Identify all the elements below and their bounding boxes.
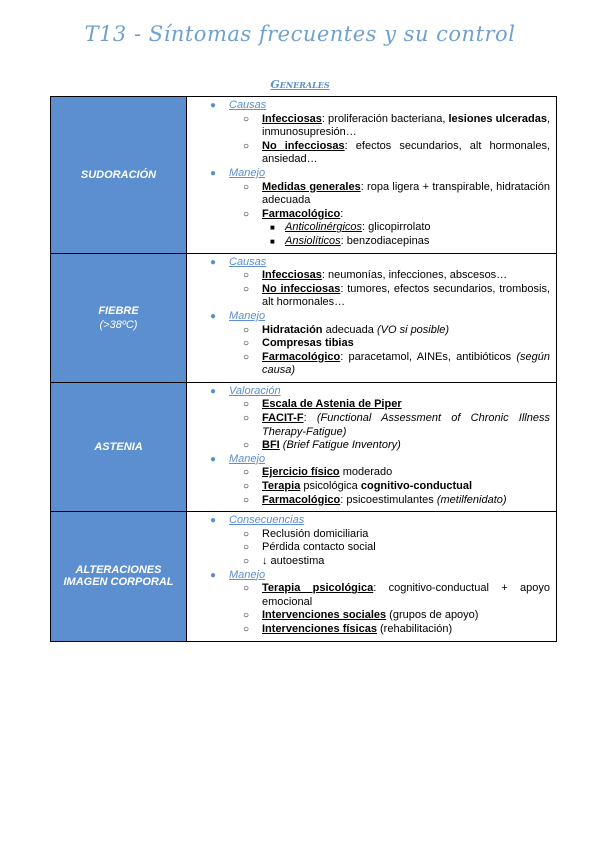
row-label — [51, 512, 187, 641]
text-segment: : psicoestimulantes — [340, 493, 437, 506]
text-segment: Anticolinérgicos — [285, 221, 363, 234]
row-label — [51, 97, 187, 254]
row-sudoracion — [51, 97, 557, 254]
bullet-icon: ● — [210, 453, 217, 465]
text-segment: (metilfenidato) — [436, 493, 507, 506]
circle-bullet-icon: ○ — [243, 208, 250, 220]
text-segment: Manejo — [229, 568, 266, 581]
list-item — [207, 398, 550, 412]
symptoms-table — [50, 96, 557, 642]
text-segment: ↓ autoestima — [262, 555, 325, 567]
text-segment: Terapia psicológica — [262, 582, 374, 595]
list-item — [207, 623, 550, 637]
text-segment: : neumonías, infecciones, abscesos… — [321, 269, 508, 282]
text-segment: : paracetamol, AINEs, antibióticos — [340, 350, 517, 363]
text-segment: Farmacológico — [262, 350, 341, 363]
list-heading — [207, 453, 550, 467]
text-segment: Farmacológico — [262, 493, 341, 506]
circle-bullet-icon: ○ — [243, 494, 250, 506]
text-segment: Causas — [229, 255, 267, 268]
row-astenia — [51, 382, 557, 511]
circle-bullet-icon: ○ — [243, 542, 250, 554]
text-segment: cognitivo-conductual — [360, 480, 473, 493]
list-item — [207, 113, 550, 140]
list-heading — [207, 99, 550, 113]
text-segment: Compresas tibias — [262, 337, 354, 350]
circle-bullet-icon: ○ — [243, 324, 250, 336]
text-segment: Causas — [229, 99, 267, 111]
row-content — [187, 253, 557, 382]
circle-bullet-icon: ○ — [243, 140, 250, 152]
text-segment: Terapia — [262, 480, 301, 493]
text-segment: Manejo — [229, 166, 266, 179]
text-segment: adecuada — [322, 323, 377, 336]
list-item — [207, 480, 550, 494]
text-segment: : — [303, 412, 317, 425]
text-segment: No infecciosas — [262, 139, 345, 152]
bullet-icon: ● — [210, 569, 217, 581]
circle-bullet-icon: ○ — [243, 623, 250, 635]
text-segment: No infecciosas — [262, 282, 341, 295]
list-item — [207, 283, 550, 310]
text-segment: (Functional Assessment of Chronic Illness Therapy-Fatigue) — [262, 412, 550, 438]
text-segment: Intervenciones físicas — [262, 622, 377, 635]
row-content — [187, 97, 557, 254]
text-segment: FACIT-F — [262, 412, 304, 425]
text-segment: lesiones ulceradas — [448, 112, 547, 125]
list-item — [207, 351, 550, 378]
circle-bullet-icon: ○ — [243, 556, 250, 567]
list-heading — [207, 256, 550, 270]
circle-bullet-icon: ○ — [243, 467, 250, 479]
text-segment: : ropa ligera + transpirable, hidratación adecuada — [262, 180, 550, 207]
page-title: T13 - Síntomas frecuentes y su control — [84, 22, 516, 46]
row-label — [51, 253, 187, 382]
list-subitem — [207, 221, 550, 235]
text-segment: Ejercicio físico — [262, 466, 340, 479]
text-segment: (VO si posible) — [376, 323, 450, 336]
list-item — [207, 555, 550, 569]
text-segment: Medidas generales — [262, 180, 361, 193]
bullet-icon: ● — [210, 515, 217, 527]
list-item — [207, 609, 550, 623]
list-item — [207, 269, 550, 283]
text-segment: Infecciosas — [262, 269, 322, 282]
text-segment: : cognitivo-conductual + apoyo emocional — [262, 582, 550, 608]
text-segment: (Brief Fatigue Inventory) — [279, 439, 401, 452]
circle-bullet-icon: ○ — [243, 270, 250, 282]
circle-bullet-icon: ○ — [243, 181, 250, 193]
list-heading — [207, 310, 550, 324]
bullet-icon: ● — [210, 310, 217, 322]
text-segment: BFI — [262, 439, 280, 452]
circle-bullet-icon: ○ — [243, 413, 250, 425]
text-segment: Escala de Astenia de Piper — [262, 398, 402, 411]
row-label — [51, 382, 187, 511]
text-segment: moderado — [339, 466, 393, 479]
text-segment: (>38ºC) — [99, 318, 138, 331]
square-bullet-icon: ■ — [270, 223, 275, 233]
list-item — [207, 541, 550, 555]
text-segment: Hidratación — [262, 323, 323, 336]
list-item — [207, 528, 550, 542]
text-segment: ASTENIA — [94, 441, 143, 454]
circle-bullet-icon: ○ — [243, 351, 250, 363]
list-heading — [207, 569, 550, 583]
bullet-icon: ● — [210, 256, 217, 268]
text-segment: : benzodiacepinas — [340, 234, 430, 247]
list-item — [207, 412, 550, 439]
circle-bullet-icon: ○ — [243, 283, 250, 295]
text-segment: psicológica — [300, 480, 361, 493]
text-segment: (rehabilitación) — [376, 622, 453, 635]
section-subtitle: Generales — [270, 78, 330, 91]
list-item — [207, 324, 550, 338]
circle-bullet-icon: ○ — [243, 440, 250, 452]
list-heading — [207, 167, 550, 181]
text-segment: , inmunosupresión… — [262, 112, 551, 139]
circle-bullet-icon: ○ — [243, 338, 250, 350]
text-segment: SUDORACIÓN — [80, 168, 157, 181]
list-item — [207, 181, 550, 208]
text-segment: Ansiolíticos — [285, 234, 341, 247]
list-item — [207, 439, 550, 453]
list-subitem — [207, 235, 550, 249]
circle-bullet-icon: ○ — [243, 113, 250, 125]
row-fiebre — [51, 253, 557, 382]
text-segment: Infecciosas — [262, 112, 322, 125]
list-item — [207, 208, 550, 222]
circle-bullet-icon: ○ — [243, 399, 250, 411]
list-item — [207, 494, 550, 508]
text-segment: Manejo — [229, 309, 266, 322]
text-segment: Intervenciones sociales — [262, 609, 387, 622]
text-segment: Reclusión domiciliaria — [262, 527, 369, 540]
circle-bullet-icon: ○ — [243, 610, 250, 622]
circle-bullet-icon: ○ — [243, 481, 250, 493]
text-segment: (grupos de apoyo) — [386, 609, 479, 622]
list-heading — [207, 385, 550, 399]
text-segment: Consecuencias — [229, 514, 305, 527]
row-content — [187, 512, 557, 641]
list-item — [207, 337, 550, 351]
circle-bullet-icon: ○ — [243, 583, 250, 595]
text-segment: Manejo — [229, 452, 266, 465]
text-segment: : glicopirrolato — [362, 221, 431, 234]
text-segment: : efectos secundarios, alt hormonales, ansiedad… — [262, 139, 551, 166]
circle-bullet-icon: ○ — [243, 528, 250, 540]
bullet-icon: ● — [210, 385, 217, 397]
text-segment: Farmacológico — [262, 207, 341, 220]
text-segment: : tumores, efectos secundarios, trombosis, alt hormonales… — [262, 282, 550, 309]
bullet-icon: ● — [210, 167, 217, 179]
list-item — [207, 140, 550, 167]
text-segment: : — [340, 207, 344, 220]
text-segment: ALTERACIONES IMAGEN CORPORAL — [63, 564, 174, 589]
text-segment: FIEBRE — [98, 304, 139, 317]
list-item — [207, 582, 550, 609]
text-segment: Pérdida contacto social — [262, 541, 376, 554]
list-heading — [207, 514, 550, 528]
text-segment: (según causa) — [262, 350, 550, 377]
text-segment: : proliferación bacteriana, — [321, 112, 449, 125]
list-item — [207, 466, 550, 480]
bullet-icon: ● — [210, 100, 217, 111]
text-segment: Valoración — [229, 384, 281, 397]
row-alteraciones-imagen-corporal — [51, 512, 557, 641]
square-bullet-icon: ■ — [270, 236, 275, 246]
row-content — [187, 382, 557, 511]
